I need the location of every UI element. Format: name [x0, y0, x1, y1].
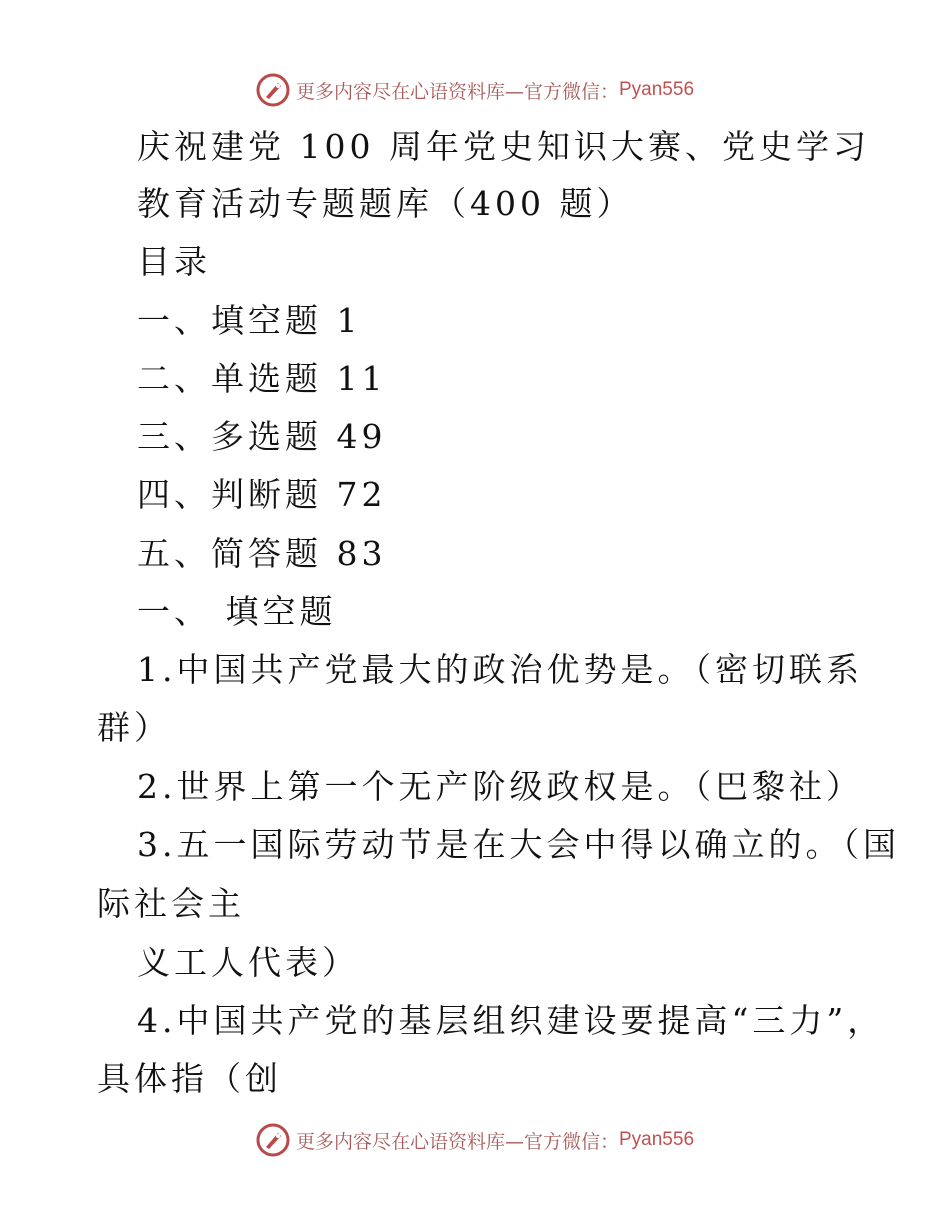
question-4-line-2: 具体指（创 [97, 1059, 282, 1098]
toc-item-short-answer: 五、简答题 83 [137, 534, 387, 573]
section-heading: 一、 填空题 [137, 592, 337, 631]
toc-heading: 目录 [137, 242, 211, 281]
footer-watermark-banner [0, 1120, 950, 1160]
toc-item-multiple-choice: 三、多选题 49 [137, 417, 387, 456]
question-2-line-1: 2.世界上第一个无产阶级政权是。（巴黎社） [137, 767, 863, 806]
pen-nib-circle-icon [256, 1123, 290, 1157]
banner-text: 更多内容尽在心语资料库—官方微信： [295, 80, 619, 103]
banner-wechat-id: Pyan556 [619, 1129, 695, 1150]
banner-wechat-id: Pyan556 [619, 79, 695, 100]
question-3-line-3: 义工人代表） [137, 943, 359, 982]
document-title-line-1: 庆祝建党 100 周年党史知识大赛、党史学习 [137, 127, 870, 166]
question-3-line-2: 际社会主 [97, 884, 245, 923]
toc-item-true-false: 四、判断题 72 [137, 475, 387, 514]
toc-item-fill-in: 一、填空题 1 [137, 301, 362, 340]
document-title-line-2: 教育活动专题题库（400 题） [137, 184, 634, 223]
header-watermark-banner [0, 70, 950, 110]
pen-nib-circle-icon [256, 73, 290, 107]
question-1-line-2: 群） [97, 708, 171, 747]
toc-item-single-choice: 二、单选题 11 [137, 359, 387, 398]
banner-text: 更多内容尽在心语资料库—官方微信： [295, 1130, 619, 1153]
question-4-line-1: 4.中国共产党的基层组织建设要提高“三力”， [137, 1001, 885, 1040]
question-1-line-1: 1.中国共产党最大的政治优势是。（密切联系 [137, 650, 863, 689]
question-3-line-1: 3.五一国际劳动节是在大会中得以确立的。（国 [137, 825, 900, 864]
